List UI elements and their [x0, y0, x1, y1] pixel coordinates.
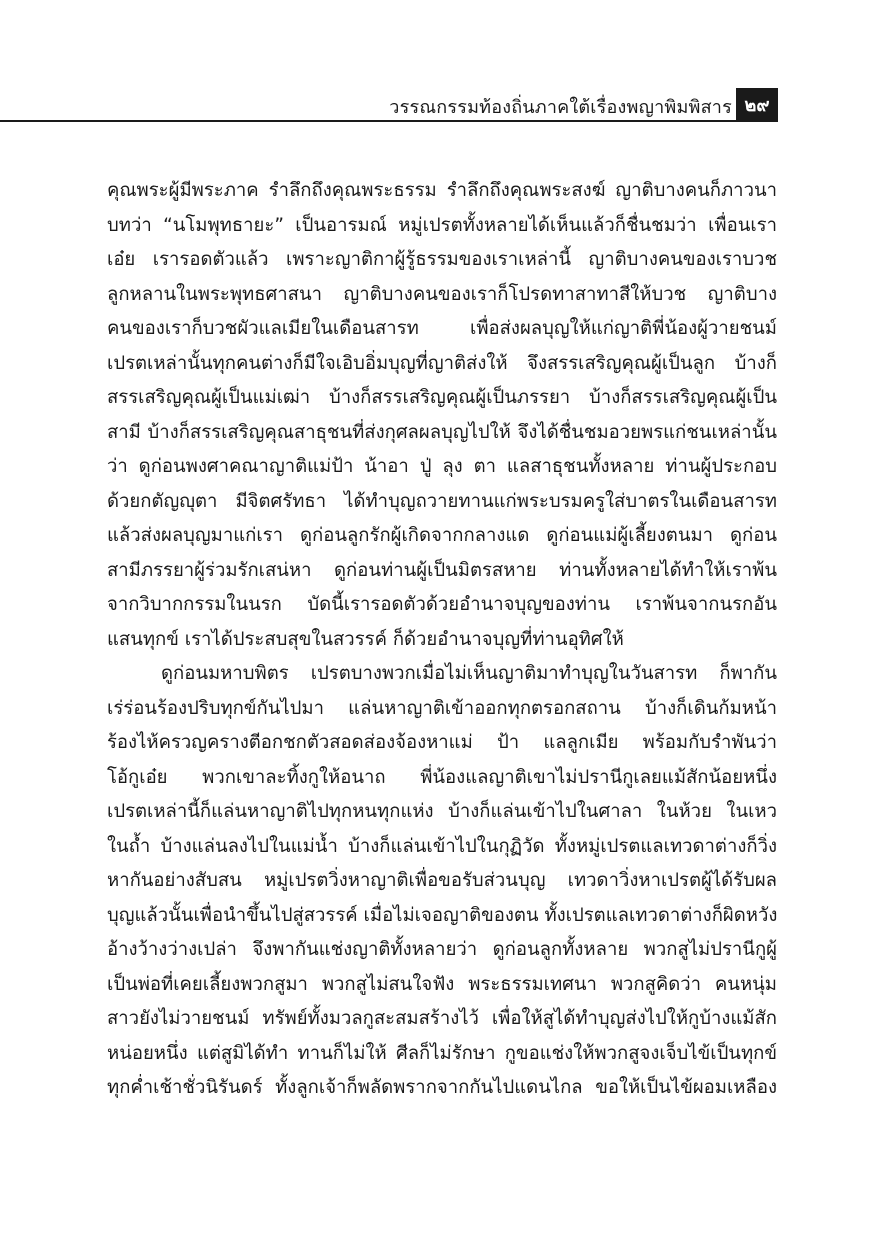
text-line: อ้างว้างว่างเปล่า จึงพากันแช่งญาติทั้งหลายว่า ดูก่อนลูกทั้งหลาย พวกสูไม่ปรานีกูผู้	[107, 939, 777, 960]
text-line: ในถ้ำ บ้างแล่นลงไปในแม่น้ำ บ้างก็แล่นเข้าไปในกุฏิวัด ทั้งหมู่เปรตแลเทวดาต่างก็วิ่ง	[107, 835, 777, 857]
text-line: หน่อยหนึ่ง แต่สูมิได้ทำ ทานก็ไม่ให้ ศีลก็ไม่รักษา กูขอแช่งให้พวกสูจงเจ็บไข้เป็นทุกข์	[107, 1042, 777, 1064]
text-line: เปรตเหล่านั้นทุกคนต่างก็มีใจเอิบอิ่มบุญที่ญาติส่งให้ จึงสรรเสริญคุณผู้เป็นลูก บ้างก็	[107, 352, 777, 374]
text-line: ร้องไห้ครวญครางตีอกชกตัวสอดส่องจ้องหาแม่ ป้า แลลูกเมีย พร้อมกับรำพันว่า	[107, 732, 777, 753]
text-line: บทว่า “นโมพุทธายะ” เป็นอารมณ์ หมู่เปรตทั้งหลายได้เห็นแล้วก็ชื่นชมว่า เพื่อนเรา	[107, 214, 777, 236]
text-line: เร่ร่อนร้องปริบทุกข์กันไปมา แล่นหาญาติเข้าออกทุกตรอกสถาน บ้างก็เดินก้มหน้า	[107, 697, 777, 719]
text-line: ลูกหลานในพระพุทธศาสนา ญาติบางคนของเราก็โปรดทาสาทาสีให้บวช ญาติบาง	[107, 283, 777, 305]
paragraph-2	[107, 657, 777, 1106]
text-line: สามี บ้างก็สรรเสริญคุณสาธุชนที่ส่งกุศลผลบุญไปให้ จึงได้ชื่นชมอวยพรแก่ชนเหล่านั้น	[107, 421, 777, 443]
text-line: แสนทุกข์ เราได้ประสบสุขในสวรรค์ ก็ด้วยอำนาจบุญที่ท่านอุทิศให้	[107, 628, 624, 650]
text-line: สาวยังไม่วายชนม์ ทรัพย์ทั้งมวลกูสะสมสร้างไว้ เพื่อให้สูได้ทำบุญส่งไปให้กูบ้างแม้สัก	[107, 1008, 777, 1029]
paragraph-1	[107, 174, 777, 657]
running-header-title: วรรณกรรมท้องถิ่นภาคใต้เรื่องพญาพิมพิสาร	[389, 97, 732, 118]
text-line: คุณพระผู้มีพระภาค รำลึกถึงคุณพระธรรม รำลึกถึงคุณพระสงฆ์ ญาติบางคนก็ภาวนา	[107, 180, 777, 201]
running-header	[0, 88, 877, 124]
text-line: แล้วส่งผลบุญมาแก่เรา ดูก่อนลูกรักผู้เกิดจากกลางแด ดูก่อนแม่ผู้เลี้ยงตนมา ดูก่อน	[107, 525, 777, 546]
text-line: โอ้กูเอ๋ย พวกเขาละทิ้งกูให้อนาถ พี่น้องแลญาติเขาไม่ปรานีกูเลยแม้สักน้อยหนึ่ง	[107, 766, 777, 788]
text-line: บุญแล้วนั้นเพื่อนำขึ้นไปสู่สวรรค์ เมื่อไม่เจอญาติของตน ทั้งเปรตแลเทวดาต่างก็ผิดหวัง	[107, 904, 777, 926]
text-line: ดูก่อนมหาบพิตร เปรตบางพวกเมื่อไม่เห็นญาติมาทำบุญในวันสารท ก็พากัน	[161, 663, 777, 684]
text-line: สามีภรรยาผู้ร่วมรักเสน่หา ดูก่อนท่านผู้เป็นมิตรสหาย ท่านทั้งหลายได้ทำให้เราพ้น	[107, 559, 777, 581]
body-text	[107, 174, 777, 1106]
page-number-badge: ๒๙	[736, 88, 778, 121]
text-line: หากันอย่างสับสน หมู่เปรตวิ่งหาญาติเพื่อขอรับส่วนบุญ เทวดาวิ่งหาเปรตผู้ได้รับผล	[107, 870, 777, 891]
text-line: เป็นพ่อที่เคยเลี้ยงพวกสูมา พวกสูไม่สนใจฟัง พระธรรมเทศนา พวกสูคิดว่า คนหนุ่ม	[107, 973, 777, 995]
header-rule	[0, 120, 778, 122]
text-line: คนของเราก็บวชผัวแลเมียในเดือนสารท เพื่อส่งผลบุญให้แก่ญาติพี่น้องผู้วายชนม์	[107, 318, 777, 339]
text-line: สรรเสริญคุณผู้เป็นแม่เฒ่า บ้างก็สรรเสริญคุณผู้เป็นภรรยา บ้างก็สรรเสริญคุณผู้เป็น	[107, 387, 777, 408]
text-line: ว่า ดูก่อนพงศาคณาญาติแม่ป้า น้าอา ปู่ ลุง ตา แลสาธุชนทั้งหลาย ท่านผู้ประกอบ	[107, 456, 777, 477]
text-line: จากวิบากกรรมในนรก บัดนี้เรารอดตัวด้วยอำนาจบุญของท่าน เราพ้นจากนรกอัน	[107, 594, 777, 615]
text-line: ด้วยกตัญญุตา มีจิตศรัทธา ได้ทำบุญถวายทานแก่พระบรมครูใส่บาตรในเดือนสารท	[107, 490, 777, 512]
text-line: เอ๋ย เรารอดตัวแล้ว เพราะญาติกาผู้รู้ธรรมของเราเหล่านี้ ญาติบางคนของเราบวช	[107, 249, 777, 270]
text-line: เปรตเหล่านี้ก็แล่นหาญาติไปทุกหนทุกแห่ง บ้างก็แล่นเข้าไปในศาลา ในห้วย ในเหว	[107, 801, 777, 822]
text-line: ทุกค่ำเช้าชั่วนิรันดร์ ทั้งลูกเจ้าก็พลัดพรากจากกันไปแดนไกล ขอให้เป็นไข้ผอมเหลือง	[107, 1077, 777, 1098]
